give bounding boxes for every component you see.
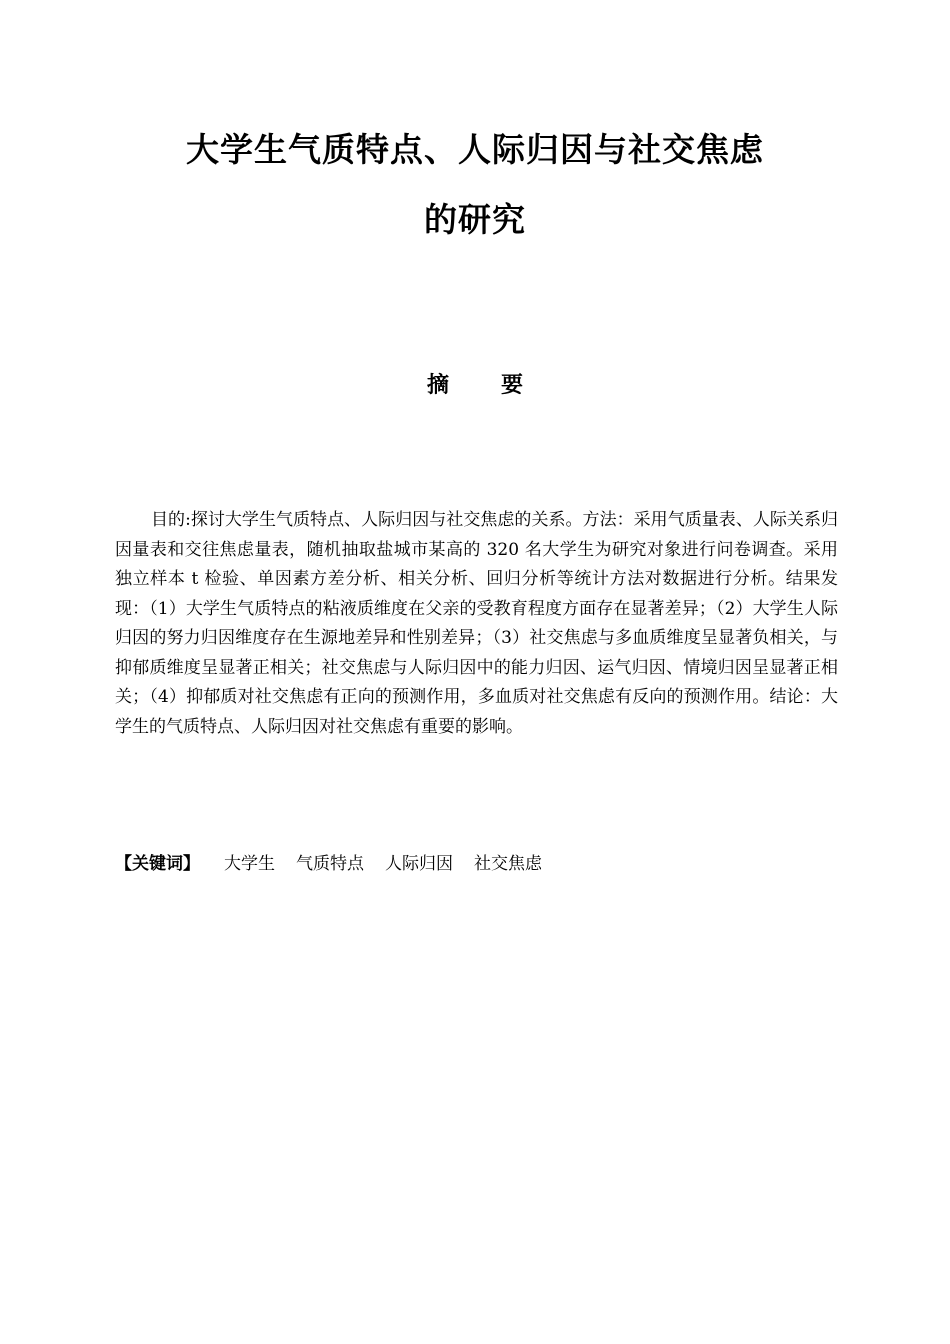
paper-title-line-1: 大学生气质特点、人际归因与社交焦虑 xyxy=(186,130,764,169)
keyword-item: 人际归因 xyxy=(385,854,453,874)
paper-title-line-2: 的研究 xyxy=(424,200,526,239)
keywords-line xyxy=(115,850,838,879)
keyword-item: 气质特点 xyxy=(296,854,364,874)
keyword-item: 大学生 xyxy=(224,854,275,874)
keywords-label: 【关键词】 xyxy=(115,854,200,874)
abstract-heading-char-2: 要 xyxy=(501,373,524,398)
abstract-body: 目的:探讨大学生气质特点、人际归因与社交焦虑的关系。方法：采用气质量表、人际关系归因量表和交往焦虑量表，随机抽取盐城市某高的 320 名大学生为研究对象进行问卷调查。采用独立样本 t 检验、单因素方差分析、相关分析、回归分析等统计方法对数据进行分析。结果发现：（1）大学生气质特点的粘液质维度在父亲的受教育程度方面存在显著差异；（2）大学生人际归因的努力归因维度存在生源地差异和性别差异；（3）社交焦虑与多血质维度呈显著负相关，与抑郁质维度呈显著正相关；社交焦虑与人际归因中的能力归因、运气归因、情境归因呈显著正相关；（4）抑郁质对社交焦虑有正向的预测作用，多血质对社交焦虑有反向的预测作用。结论：大学生的气质特点、人际归因对社交焦虑有重要的影响。 xyxy=(115,510,838,737)
abstract-heading xyxy=(0,370,950,402)
abstract-heading-char-1: 摘 xyxy=(426,373,449,398)
keyword-item: 社交焦虑 xyxy=(474,854,542,874)
